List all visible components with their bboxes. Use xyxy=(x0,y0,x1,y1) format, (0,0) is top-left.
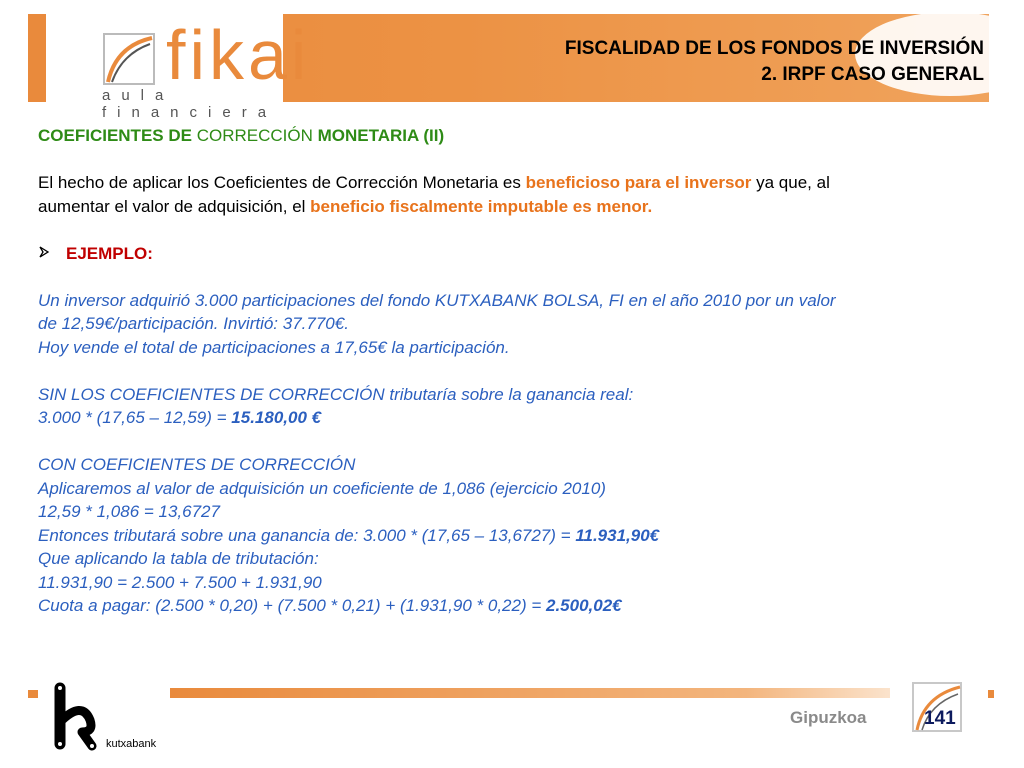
intro-highlight-2: beneficio fiscalmente imputable es menor. xyxy=(310,196,653,216)
con-line-3-text: Entonces tributará sobre una ganancia de: 3.000 * (17,65 – 13,6727) = xyxy=(38,525,576,545)
bank-name: kutxabank xyxy=(106,738,157,750)
con-line-6-result: 2.500,02€ xyxy=(545,596,622,615)
sin-heading: SIN LOS COEFICIENTES DE CORRECCIÓN tributaría sobre la ganancia real: xyxy=(38,384,634,404)
logo-word: fikai xyxy=(166,16,311,94)
con-line-3 xyxy=(38,524,988,548)
example-line-1: Un inversor adquirió 3.000 participaciones del fondo KUTXABANK BOLSA, FI en el año 2010 por un valor xyxy=(38,290,836,310)
intro-text-2: ya que, al xyxy=(751,173,830,192)
con-line-6 xyxy=(38,594,988,618)
con-line-3-result: 11.931,90€ xyxy=(575,525,660,545)
sin-calc-text: 3.000 * (17,65 – 12,59) = xyxy=(38,408,232,427)
con-line-6-text: Cuota a pagar: (2.500 * 0,20) + (7.500 * 0,21) + (1.931,90 * 0,22) = xyxy=(38,596,546,615)
con-heading: CON COEFICIENTES DE CORRECCIÓN xyxy=(38,455,356,474)
section-heading xyxy=(38,124,988,148)
example-line-2: de 12,59€/participación. Invirtió: 37.770€. xyxy=(38,314,349,333)
section-heading-part-3: MONETARIA (II) xyxy=(312,126,445,145)
page-number: 141 xyxy=(924,708,956,729)
intro-highlight-1: beneficioso para el inversor xyxy=(525,173,752,192)
intro-text-3: aumentar el valor de adquisición, el xyxy=(38,196,311,216)
intro-paragraph xyxy=(38,171,988,218)
footer-line xyxy=(170,688,890,698)
con-line-2: 12,59 * 1,086 = 13,6727 xyxy=(38,502,220,521)
sin-calculation xyxy=(38,406,988,430)
fikai-logo xyxy=(46,14,311,121)
arrow-bullet-icon xyxy=(38,242,66,266)
example-bullet xyxy=(38,242,988,266)
example-line-3: Hoy vende el total de participaciones a 17,65€ la participación. xyxy=(38,337,510,357)
section-heading-part-1: COEFICIENTES DE xyxy=(38,126,197,145)
logo-subtitle: aula financiera xyxy=(102,87,278,121)
example-label: EJEMPLO: xyxy=(66,243,153,263)
intro-text-1: El hecho de aplicar los Coeficientes de Corrección Monetaria es xyxy=(38,173,526,192)
example-block xyxy=(38,289,988,618)
footer-square-right xyxy=(988,690,994,698)
con-line-5: 11.931,90 = 2.500 + 7.500 + 1.931,90 xyxy=(38,572,322,592)
title-line-2: 2. IRPF CASO GENERAL xyxy=(761,64,984,85)
kutxabank-k-logo xyxy=(52,682,104,752)
con-line-4: Que aplicando la tabla de tributación: xyxy=(38,549,319,568)
slide-content xyxy=(38,124,988,618)
footer-square-left xyxy=(28,690,38,698)
con-line-1: Aplicaremos al valor de adquisición un coeficiente de 1,086 (ejercicio 2010) xyxy=(38,478,606,498)
fikai-logo-mark-icon xyxy=(102,32,158,88)
region-label: Gipuzkoa xyxy=(790,708,867,727)
page-title xyxy=(565,36,984,88)
title-line-1: FISCALIDAD DE LOS FONDOS DE INVERSIÓN xyxy=(564,38,984,59)
sin-result: 15.180,00 € xyxy=(231,408,322,427)
section-heading-part-2: CORRECCIÓN xyxy=(196,126,313,145)
